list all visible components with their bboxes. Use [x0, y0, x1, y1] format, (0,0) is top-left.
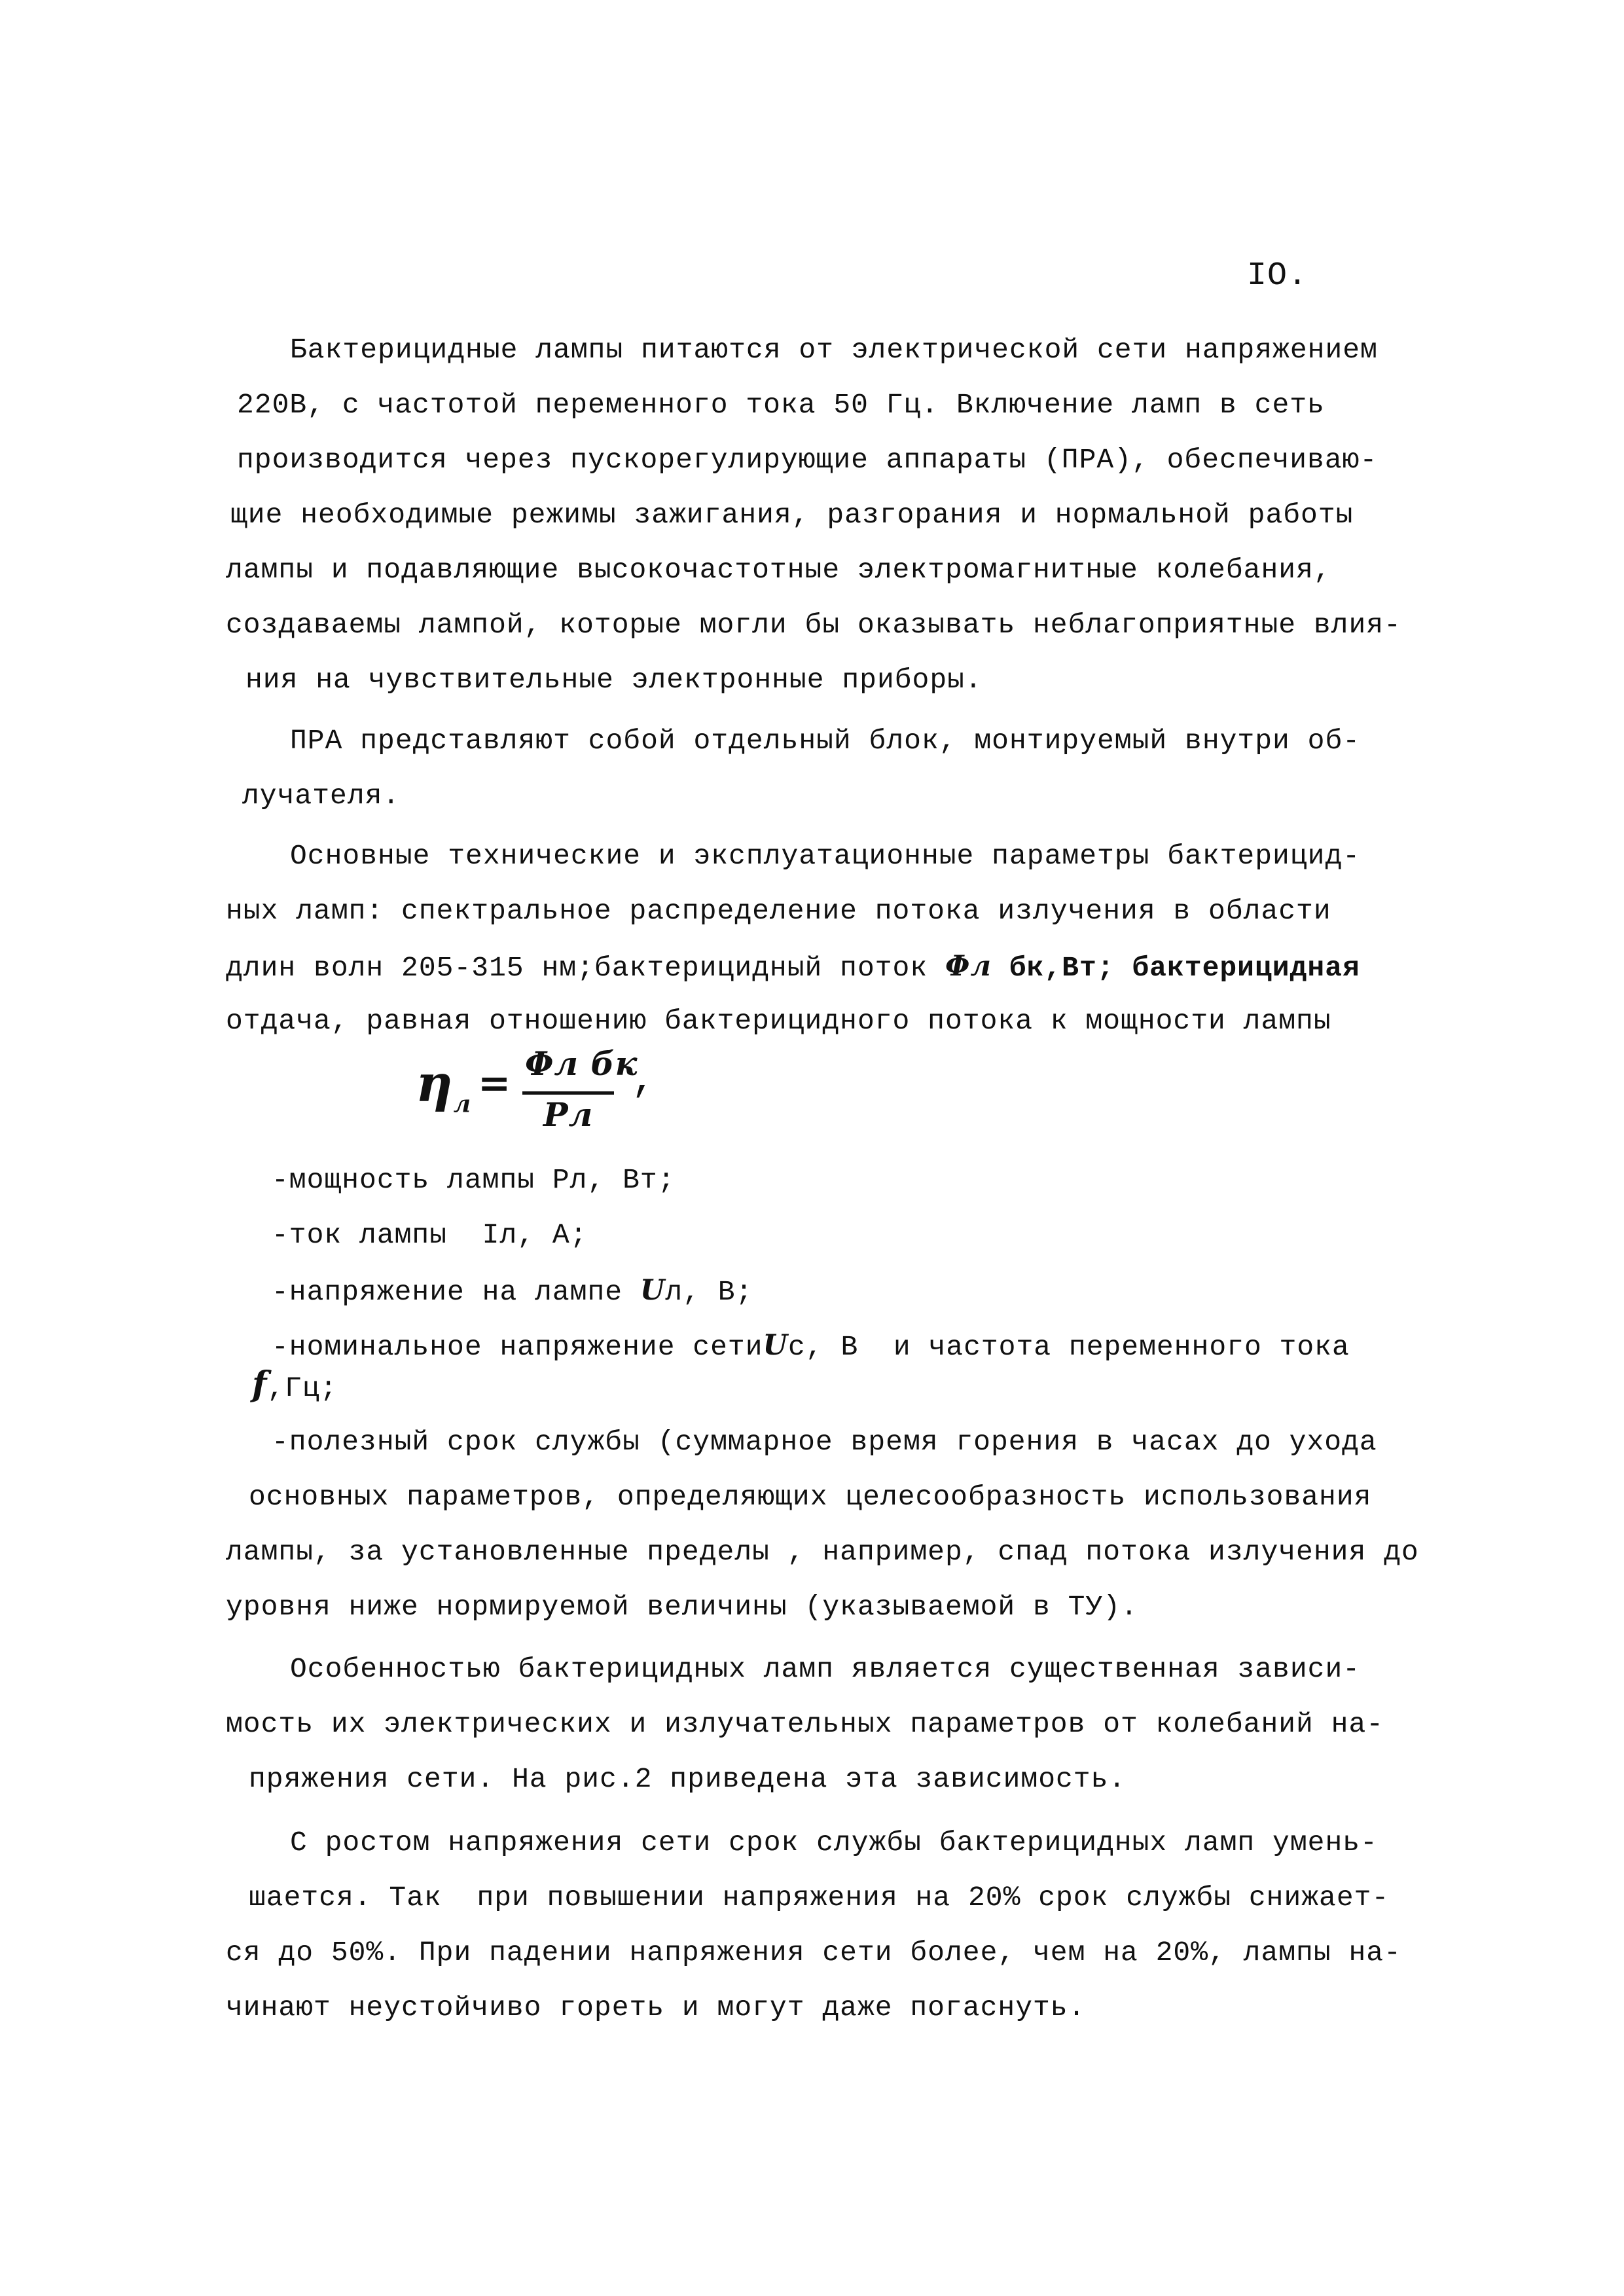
text-segment: -номинальное напряжение сети	[272, 1331, 763, 1363]
text-line: лучателя.	[242, 780, 401, 812]
text-segment: л, В;	[665, 1276, 753, 1308]
list-item-continuation: лампы, за установленные пределы , например, спад потока излучения до	[226, 1536, 1419, 1568]
text-line: ния на чувствительные электронные приборы.	[245, 664, 983, 696]
text-line: Особенностью бактерицидных ламп является существенная зависи-	[290, 1653, 1361, 1685]
text-segment: длин волн 205-315 нм;бактерицидный поток	[226, 952, 945, 984]
formula-eta-subscript: л	[453, 1090, 472, 1118]
text-line: лампы и подавляющие высокочастотные электромагнитные колебания,	[226, 554, 1331, 586]
fraction-bar	[522, 1091, 614, 1095]
list-item-continuation: уровня ниже нормируемой величины (указываемой в ТУ).	[226, 1591, 1138, 1623]
text-segment: бк,Вт; бактерицидная	[991, 952, 1360, 984]
text-line: отдача, равная отношению бактерицидного потока к мощности лампы	[226, 1005, 1331, 1037]
text-line: ся до 50%. При падении напряжения сети более, чем на 20%, лампы на-	[226, 1937, 1401, 1969]
text-line: щие необходимые режимы зажигания, разгорания и нормальной работы	[230, 499, 1354, 531]
list-item: -мощность лампы Рл, Вт;	[272, 1164, 676, 1196]
page-number: IO.	[1247, 257, 1308, 295]
text-line: Основные технические и эксплуатационные параметры бактерицид-	[290, 840, 1361, 872]
text-line: чинают неустойчиво гореть и могут даже погаснуть.	[226, 1992, 1086, 2024]
formula-eta: η	[416, 1054, 454, 1114]
list-item	[272, 1329, 1350, 1364]
text-line: С ростом напряжения сети срок службы бактерицидных ламп умень-	[290, 1827, 1378, 1859]
text-line: Бактерицидные лампы питаются от электрической сети напряжением	[290, 334, 1378, 366]
text-line: 220В, с частотой переменного тока 50 Гц. Включение ламп в сеть	[237, 389, 1325, 421]
text-line: шается. Так при повышении напряжения на 20% срок службы снижает-	[249, 1882, 1390, 1914]
list-item-continuation	[252, 1364, 338, 1405]
formula-equals: =	[478, 1061, 512, 1106]
frequency-symbol: f	[252, 1364, 268, 1404]
formula-lhs	[416, 1054, 471, 1118]
list-item	[272, 1274, 753, 1309]
list-item: -полезный срок службы (суммарное время горения в часах до ухода	[272, 1426, 1377, 1458]
voltage-symbol: U	[640, 1274, 666, 1307]
text-segment: -напряжение на лампе	[272, 1276, 640, 1308]
text-line: создаваемы лампой, которые могли бы оказывать неблагоприятные влия-	[226, 609, 1401, 641]
text-line-flux	[226, 950, 1360, 985]
flux-symbol: Φл	[945, 950, 992, 983]
text-line: пряжения сети. На рис.2 приведена эта зависимость.	[249, 1763, 1127, 1795]
formula-denominator: Рл	[543, 1095, 594, 1134]
efficiency-formula	[406, 1044, 746, 1142]
list-item: -ток лампы Iл, А;	[272, 1219, 588, 1251]
formula-comma: ,	[632, 1059, 657, 1103]
text-segment: ,Гц;	[267, 1372, 338, 1404]
voltage-symbol: U	[763, 1329, 789, 1362]
text-line: ных ламп: спектральное распределение потока излучения в области	[226, 895, 1331, 927]
text-line: мость их электрических и излучательных параметров от колебаний на-	[226, 1708, 1384, 1740]
formula-numerator: Φл бк	[525, 1044, 638, 1083]
list-item-continuation: основных параметров, определяющих целесообразность использования	[249, 1481, 1372, 1513]
text-line: ПРА представляют собой отдельный блок, монтируемый внутри об-	[290, 725, 1361, 757]
text-line: производится через пускорегулирующие аппараты (ПРА), обеспечиваю-	[237, 444, 1378, 476]
text-segment: с, В и частота переменного тока	[788, 1331, 1350, 1363]
